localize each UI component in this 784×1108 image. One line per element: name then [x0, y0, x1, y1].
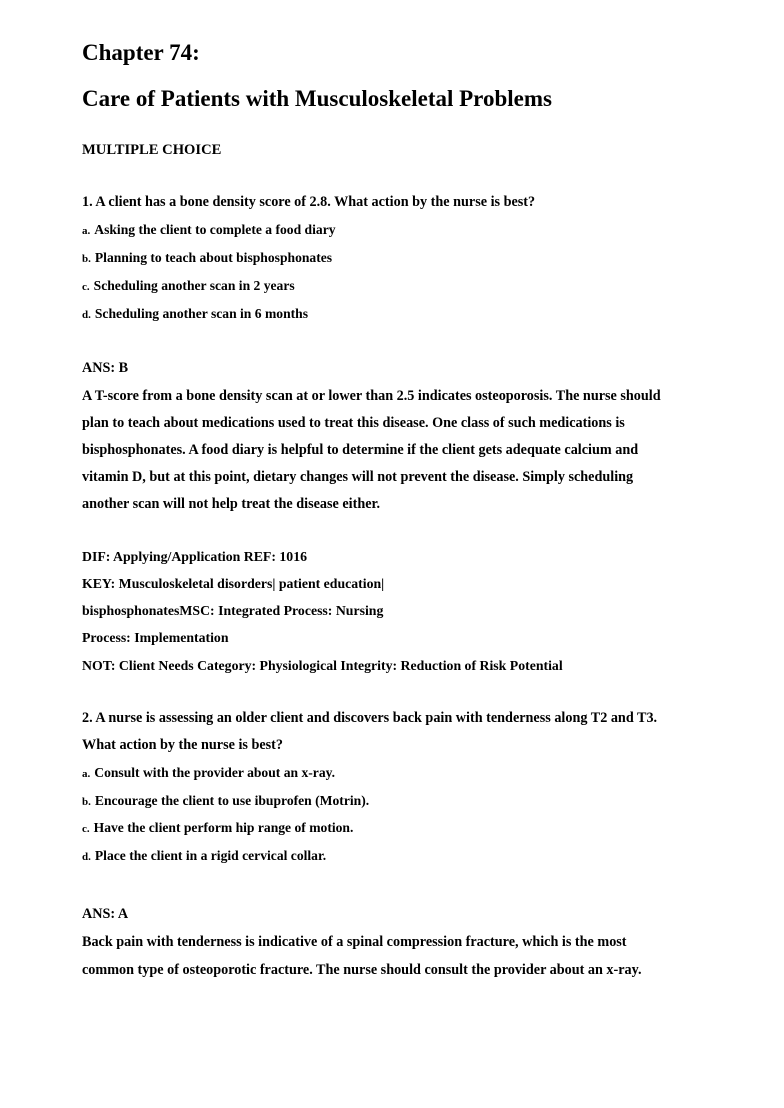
chapter-title: Care of Patients with Musculoskeletal Problems — [82, 86, 552, 111]
rationale-line: Back pain with tenderness is indicative of a spinal compression fracture, which is the most — [82, 934, 627, 950]
answer-option — [82, 820, 353, 836]
answer-option — [82, 793, 369, 809]
option-letter: c. — [82, 823, 90, 835]
meta-line: bisphosphonatesMSC: Integrated Process: Nursing — [82, 603, 384, 618]
chapter-number: Chapter 74: — [82, 40, 200, 65]
option-text: Encourage the client to use ibuprofen (Motrin). — [94, 793, 370, 808]
option-text: Scheduling another scan in 2 years — [93, 278, 295, 293]
option-letter: a. — [82, 225, 91, 237]
answer-option — [82, 250, 332, 266]
question-stem: 1. A client has a bone density score of 2.8. What action by the nurse is best? — [82, 194, 536, 210]
answer-key: ANS: B — [82, 360, 129, 376]
option-letter: a. — [82, 768, 91, 780]
meta-line: DIF: Applying/Application REF: 1016 — [82, 549, 308, 564]
question-stem: What action by the nurse is best? — [82, 737, 284, 753]
answer-option — [82, 306, 308, 322]
answer-option — [82, 848, 326, 864]
rationale-line: another scan will not help treat the disease either. — [82, 496, 381, 512]
section-heading: MULTIPLE CHOICE — [82, 142, 222, 158]
question-stem: 2. A nurse is assessing an older client and discovers back pain with tenderness along T2 and T3. — [82, 710, 658, 726]
answer-key: ANS: A — [82, 906, 129, 922]
rationale-line: vitamin D, but at this point, dietary changes will not prevent the disease. Simply scheduling — [82, 469, 634, 485]
answer-option — [82, 278, 295, 294]
option-text: Have the client perform hip range of motion. — [93, 820, 354, 835]
option-letter: d. — [82, 309, 91, 321]
option-letter: c. — [82, 281, 90, 293]
meta-line: KEY: Musculoskeletal disorders| patient education| — [82, 576, 385, 591]
option-letter: b. — [82, 796, 91, 808]
meta-line: Process: Implementation — [82, 630, 229, 645]
option-letter: d. — [82, 851, 91, 863]
option-letter: b. — [82, 253, 91, 265]
rationale-line: bisphosphonates. A food diary is helpful to determine if the client gets adequate calcium and — [82, 442, 639, 458]
option-text: Asking the client to complete a food diary — [94, 222, 336, 237]
meta-line: NOT: Client Needs Category: Physiological Integrity: Reduction of Risk Potential — [82, 658, 563, 673]
option-text: Planning to teach about bisphosphonates — [94, 250, 333, 265]
option-text: Place the client in a rigid cervical collar. — [94, 848, 327, 863]
rationale-line: A T-score from a bone density scan at or lower than 2.5 indicates osteoporosis. The nurse should — [82, 388, 661, 404]
option-text: Consult with the provider about an x-ray. — [94, 765, 336, 780]
rationale-line: plan to teach about medications used to treat this disease. One class of such medications is — [82, 415, 625, 431]
answer-option — [82, 222, 336, 238]
option-text: Scheduling another scan in 6 months — [94, 306, 309, 321]
rationale-line: common type of osteoporotic fracture. The nurse should consult the provider about an x-ray. — [82, 962, 642, 978]
answer-option — [82, 765, 335, 781]
